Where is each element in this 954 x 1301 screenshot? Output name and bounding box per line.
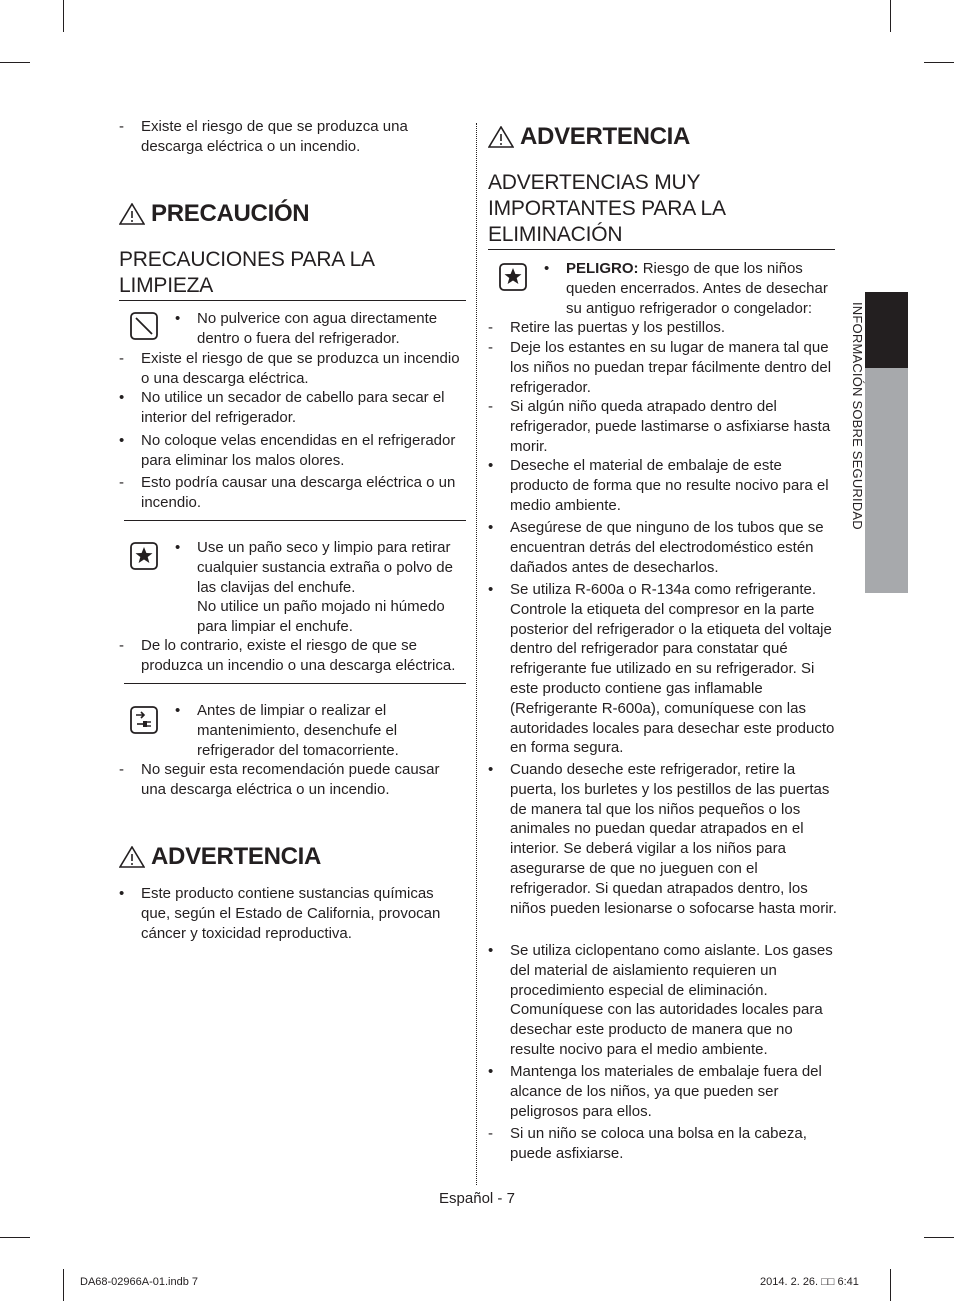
advertencia-right-heading: ADVERTENCIA — [488, 123, 690, 151]
list-item: - Existe el riesgo de que se produzca un incendio o una descarga eléctrica. — [119, 350, 460, 387]
peligro-item: • PELIGRO: Riesgo de que los niños queden encerrados. Antes de desechar su antiguo refrigerador o congelador: — [544, 260, 828, 317]
warning-triangle-icon — [119, 846, 145, 868]
precaucion-heading: PRECAUCIÓN — [119, 200, 309, 228]
list-item: - Deje los estantes en su lugar de manera tal que los niños no puedan trepar fácilmente dentro del refrigerador. — [488, 339, 832, 396]
crop-mark — [63, 0, 64, 32]
star-icon — [499, 263, 527, 291]
list-item: • Mantenga los materiales de embalaje fuera del alcance de los niños, ya que pueden ser peligrosos para ellos. — [488, 1063, 822, 1120]
crop-mark — [890, 1269, 891, 1301]
list-item: - Esto podría causar una descarga eléctrica o un incendio. — [119, 474, 456, 511]
list-item: • Antes de limpiar o realizar el mantenimiento, desenchufe el refrigerador del tomacorriente. — [175, 702, 399, 759]
list-item: • Se utiliza ciclopentano como aislante. Los gases del material de aislamiento requieren un procedimiento especial de eliminación. Comuníquese con las autoridades locales para desechar este producto de manera que no resulte nocivo para el medio ambiente. — [488, 942, 833, 1058]
crop-mark — [0, 62, 30, 63]
column-divider — [476, 123, 477, 1185]
crop-mark — [63, 1269, 64, 1301]
list-item: • Cuando deseche este refrigerador, retire la puerta, los burletes y los pestillos de las puertas de manera tal que los niños pequeños o los animales no puedan quedar atrapados en el interior. Se deberá vigilar a los niños para asegurarse de que no jueguen con el refrigerador. Si quedan atrapados dentro, los niños pueden lesionarse o sofocarse hasta morir. — [488, 761, 837, 917]
warning-triangle-icon — [488, 126, 514, 148]
page-number: Español - 7 — [439, 1190, 515, 1207]
unplug-icon — [130, 706, 158, 734]
crop-mark — [924, 1237, 954, 1238]
divider — [488, 249, 835, 250]
divider — [124, 520, 466, 521]
list-item: • No utilice un secador de cabello para secar el interior del refrigerador. — [119, 389, 445, 426]
divider — [124, 683, 466, 684]
list-item: • No coloque velas encendidas en el refrigerador para eliminar los malos olores. — [119, 432, 456, 469]
print-filename: DA68-02966A-01.indb 7 — [80, 1276, 199, 1288]
list-item: - No seguir esta recomendación puede causar una descarga eléctrica o un incendio. — [119, 761, 440, 798]
side-tab-label: INFORMACIÓN SOBRE SEGURIDAD — [850, 302, 865, 530]
list-item: • Deseche el material de embalaje de este producto de forma que no resulte nocivo para el medio ambiente. — [488, 457, 829, 514]
list-item: • Asegúrese de que ninguno de los tubos que se encuentran detrás del electrodoméstico estén dañados antes de desecharlos. — [488, 519, 824, 576]
list-item: - Retire las puertas y los pestillos. — [488, 319, 726, 336]
advertencia-left-heading: ADVERTENCIA — [119, 843, 321, 871]
warning-triangle-icon — [119, 203, 145, 225]
list-item: - Existe el riesgo de que se produzca una descarga eléctrica o un incendio. — [119, 118, 408, 155]
list-item: - Si algún niño queda atrapado dentro del refrigerador, puede lastimarse o asfixiarse hasta morir. — [488, 398, 831, 455]
list-item: • Este producto contiene sustancias químicas que, según el Estado de California, provocan cáncer y toxicidad reproductiva. — [119, 885, 441, 942]
list-item: - Si un niño se coloca una bolsa en la cabeza, puede asfixiarse. — [488, 1125, 807, 1162]
divider — [119, 300, 466, 301]
side-tab-bar — [865, 368, 908, 593]
list-item: - De lo contrario, existe el riesgo de que se produzca un incendio o una descarga eléctrica. — [119, 637, 456, 674]
crop-mark — [0, 1237, 30, 1238]
advertencia-right-subheading: ADVERTENCIAS MUY IMPORTANTES PARA LA ELIMINACIÓN — [488, 171, 725, 246]
star-icon — [130, 542, 158, 570]
side-tab-marker — [865, 292, 908, 368]
crop-mark — [890, 0, 891, 32]
list-item: • Se utiliza R-600a o R-134a como refrigerante. Controle la etiqueta del compresor en la parte posterior del refrigerador o la etiqueta del voltaje dentro del refrigerador para constatar qué refrigerante fue utilizado en su refrigerador. Si este producto contiene gas inflamable (Refrigerante R-600a), comuníquese con las autoridades locales para desechar este producto en forma segura. — [488, 581, 835, 757]
precaucion-subheading: PRECAUCIONES PARA LA LIMPIEZA — [119, 248, 374, 297]
print-timestamp: 2014. 2. 26. □□ 6:41 — [760, 1276, 859, 1288]
list-item: • Use un paño seco y limpio para retirar cualquier sustancia extraña o polvo de las clavijas del enchufe. No utilice un paño mojado ni húmedo para limpiar el enchufe. — [175, 539, 453, 636]
list-item: • No pulverice con agua directamente dentro o fuera del refrigerador. — [175, 310, 438, 347]
crop-mark — [924, 62, 954, 63]
no-spray-icon — [130, 312, 158, 340]
